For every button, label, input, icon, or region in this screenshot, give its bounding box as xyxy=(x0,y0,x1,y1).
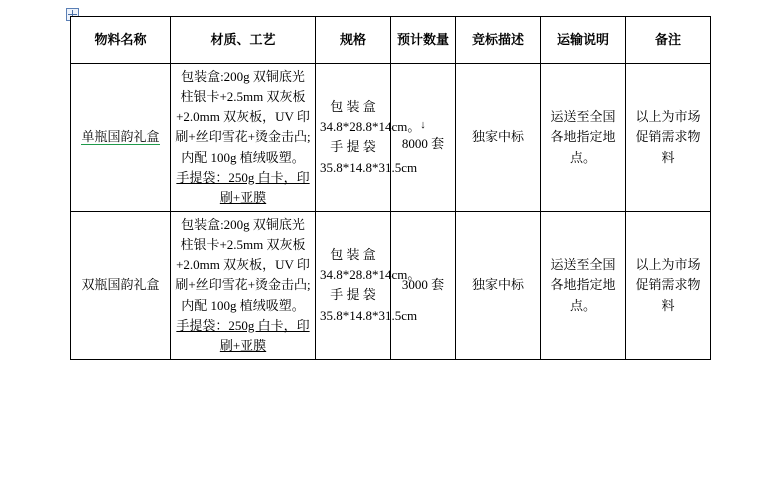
cell-remark: 以上为市场促销需求物料 xyxy=(626,211,711,359)
cell-remark: 以上为市场促销需求物料 xyxy=(626,64,711,212)
quantity-text: 8000 套 xyxy=(401,136,445,152)
cell-shipping-note: 运送至全国各地指定地点。 xyxy=(541,64,626,212)
cell-estimated-quantity xyxy=(391,64,456,212)
cursor-caret-icon: ↓ xyxy=(420,119,426,132)
column-header-specification: 规格 xyxy=(316,17,391,64)
cell-bid-description: 独家中标 xyxy=(456,64,541,212)
column-header-shipping-note: 运输说明 xyxy=(541,17,626,64)
cell-shipping-note: 运送至全国各地指定地点。 xyxy=(541,211,626,359)
process-text-main: 包装盒:200g 双铜底光柱银卡+2.5mm 双灰板+2.0mm 双灰板，UV 印刷+丝印雪花+烫金击凸;内配 100g 植绒吸塑。 xyxy=(175,216,311,313)
cell-estimated-quantity xyxy=(391,211,456,359)
requirements-table xyxy=(70,16,711,360)
cell-material-name xyxy=(71,64,171,212)
cell-material-process xyxy=(171,64,316,212)
cell-specification: 包 装 盒 34.8*28.8*14cm。手 提 袋 35.8*14.8*31.5cm xyxy=(316,211,391,359)
column-header-estimated-quantity: 预计数量 xyxy=(391,17,456,64)
column-header-remark: 备注 xyxy=(626,17,711,64)
column-header-bid-description: 竞标描述 xyxy=(456,17,541,64)
process-text-main: 包装盒:200g 双铜底光柱银卡+2.5mm 双灰板+2.0mm 双灰板，UV 印刷+丝印雪花+烫金击凸;内配 100g 植绒吸塑。 xyxy=(175,69,311,165)
cell-material-name xyxy=(71,211,171,359)
quantity-text: 3000 套 xyxy=(401,277,445,293)
material-name-text: 单瓶国韵礼盒 xyxy=(81,129,160,145)
cell-bid-description: 独家中标 xyxy=(456,211,541,359)
table-row xyxy=(71,211,711,359)
table-row xyxy=(71,64,711,212)
material-name-text: 双瓶国韵礼盒 xyxy=(81,277,160,293)
cell-material-process xyxy=(171,211,316,359)
process-text-bag: 手提袋：250g 白卡，印刷+亚膜 xyxy=(176,169,310,205)
column-header-material-name: 物料名称 xyxy=(71,17,171,64)
table-header-row xyxy=(71,17,711,64)
cell-specification: 包 装 盒 34.8*28.8*14cm。手 提 袋 35.8*14.8*31.5cm xyxy=(316,64,391,212)
column-header-material-process: 材质、工艺 xyxy=(171,17,316,64)
process-text-bag: 手提袋：250g 白卡，印刷+亚膜 xyxy=(176,317,310,353)
